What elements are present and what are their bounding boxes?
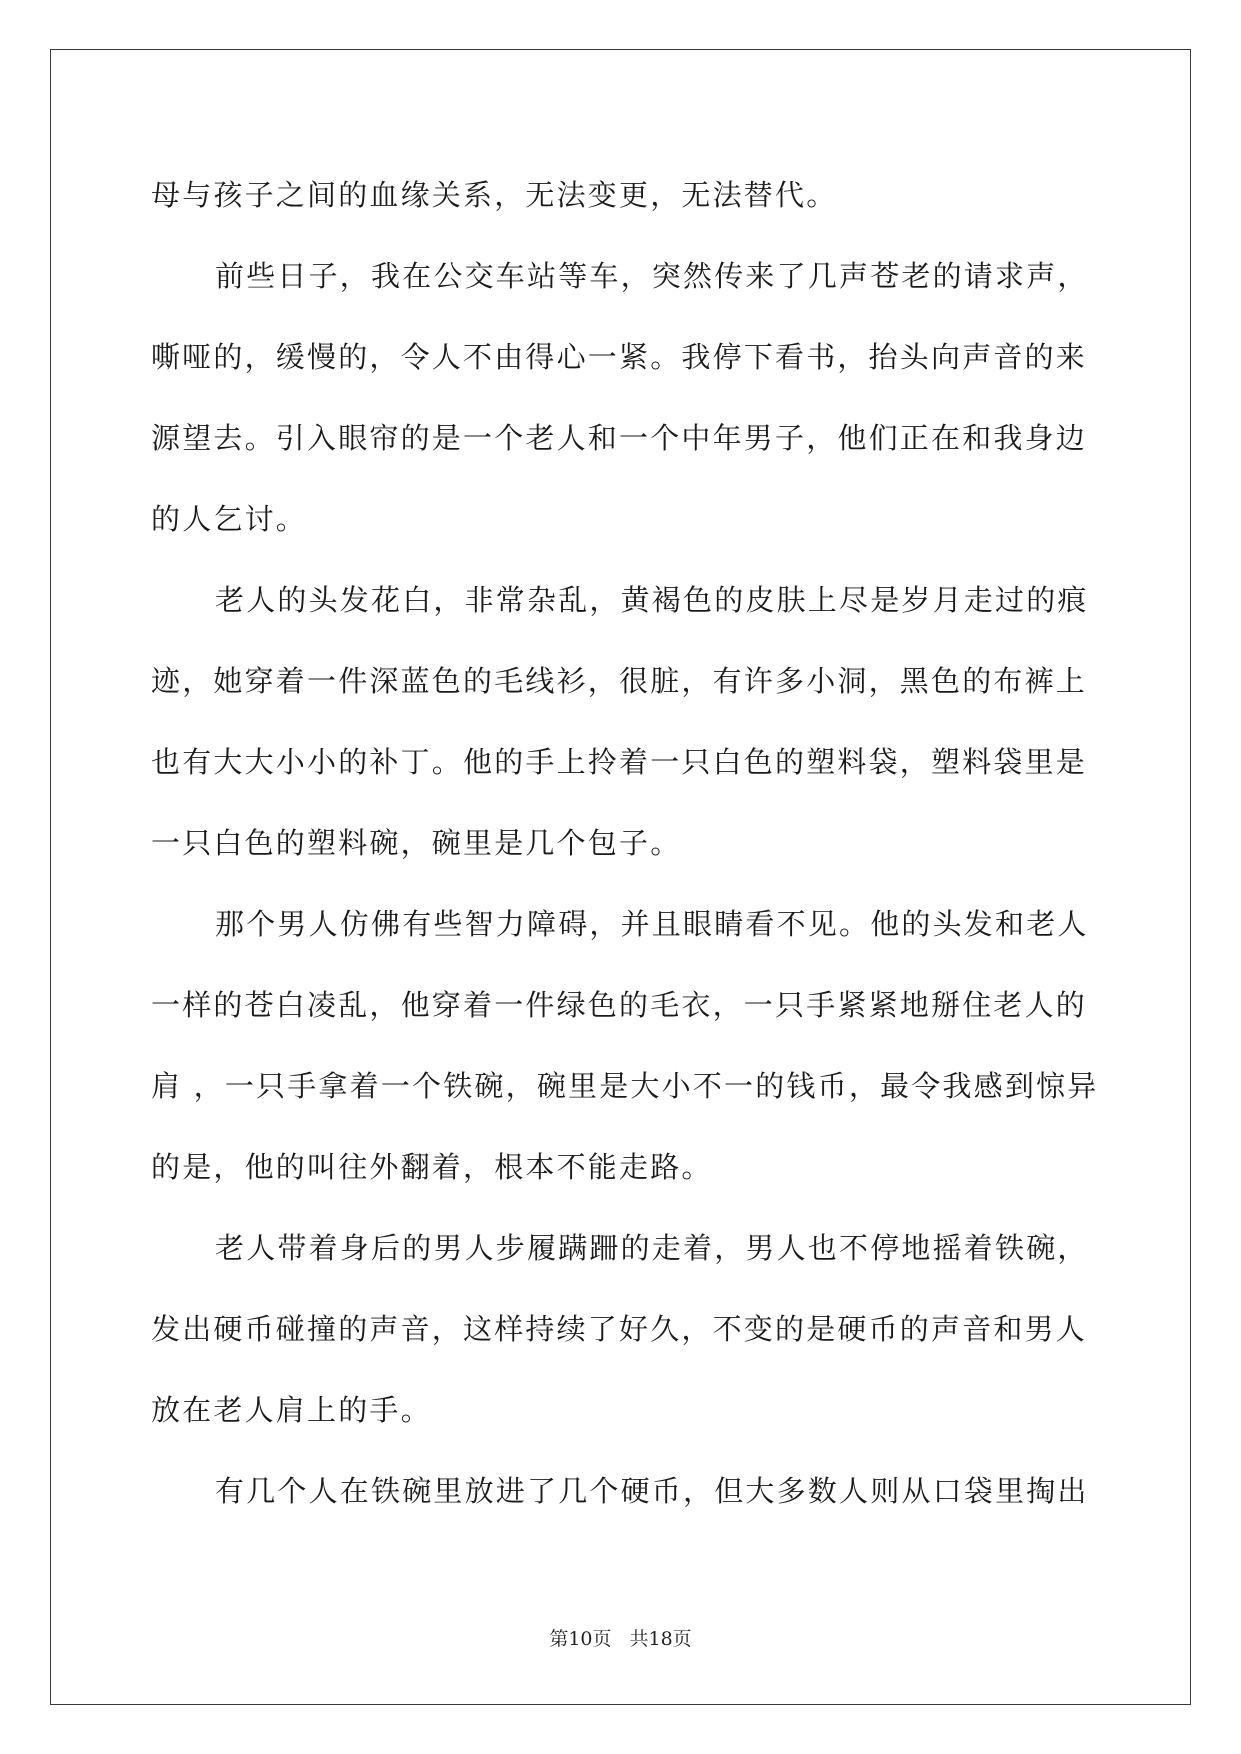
text-line: 嘶哑的，缓慢的，令人不由得心一紧。我停下看书，抬头向声音的来 bbox=[151, 340, 1088, 374]
text-line: 的人乞讨。 bbox=[151, 502, 308, 536]
text-line: 老人的头发花白，非常杂乱，黄褐色的皮肤上尽是岁月走过的痕 bbox=[215, 583, 1089, 617]
text-line: 也有大大小小的补丁。他的手上拎着一只白色的塑料袋，塑料袋里是 bbox=[151, 745, 1088, 779]
text-line: 一样的苍白凌乱，他穿着一件绿色的毛衣，一只手紧紧地掰住老人的 bbox=[151, 988, 1088, 1022]
text-line: 前些日子，我在公交车站等车，突然传来了几声苍老的请求声， bbox=[215, 259, 1089, 293]
text-line: 一只白色的塑料碗，碗里是几个包子。 bbox=[151, 826, 682, 860]
text-line: 有几个人在铁碗里放进了几个硬币，但大多数人则从口袋里掏出 bbox=[215, 1474, 1089, 1508]
page-number: 第10页 bbox=[549, 1628, 612, 1650]
text-line: 肩 ，一只手拿着一个铁碗，碗里是大小不一的钱币，最令我感到惊异 bbox=[151, 1069, 1099, 1103]
text-line: 发出硬币碰撞的声音，这样持续了好久，不变的是硬币的声音和男人 bbox=[151, 1312, 1088, 1346]
page-footer bbox=[0, 1624, 1241, 1651]
text-line: 那个男人仿佛有些智力障碍，并且眼睛看不见。他的头发和老人 bbox=[215, 907, 1089, 941]
text-line: 放在老人肩上的手。 bbox=[151, 1393, 432, 1427]
page-total: 共18页 bbox=[629, 1628, 692, 1650]
text-line: 源望去。引入眼帘的是一个老人和一个中年男子，他们正在和我身边 bbox=[151, 421, 1088, 455]
text-line: 母与孩子之间的血缘关系，无法变更，无法替代。 bbox=[151, 178, 838, 212]
document-body bbox=[151, 155, 1099, 1532]
text-line: 迹，她穿着一件深蓝色的毛线衫，很脏，有许多小洞，黑色的布裤上 bbox=[151, 664, 1088, 698]
text-line: 的是，他的叫往外翻着，根本不能走路。 bbox=[151, 1150, 713, 1184]
text-line: 老人带着身后的男人步履蹒跚的走着，男人也不停地摇着铁碗， bbox=[215, 1231, 1089, 1265]
